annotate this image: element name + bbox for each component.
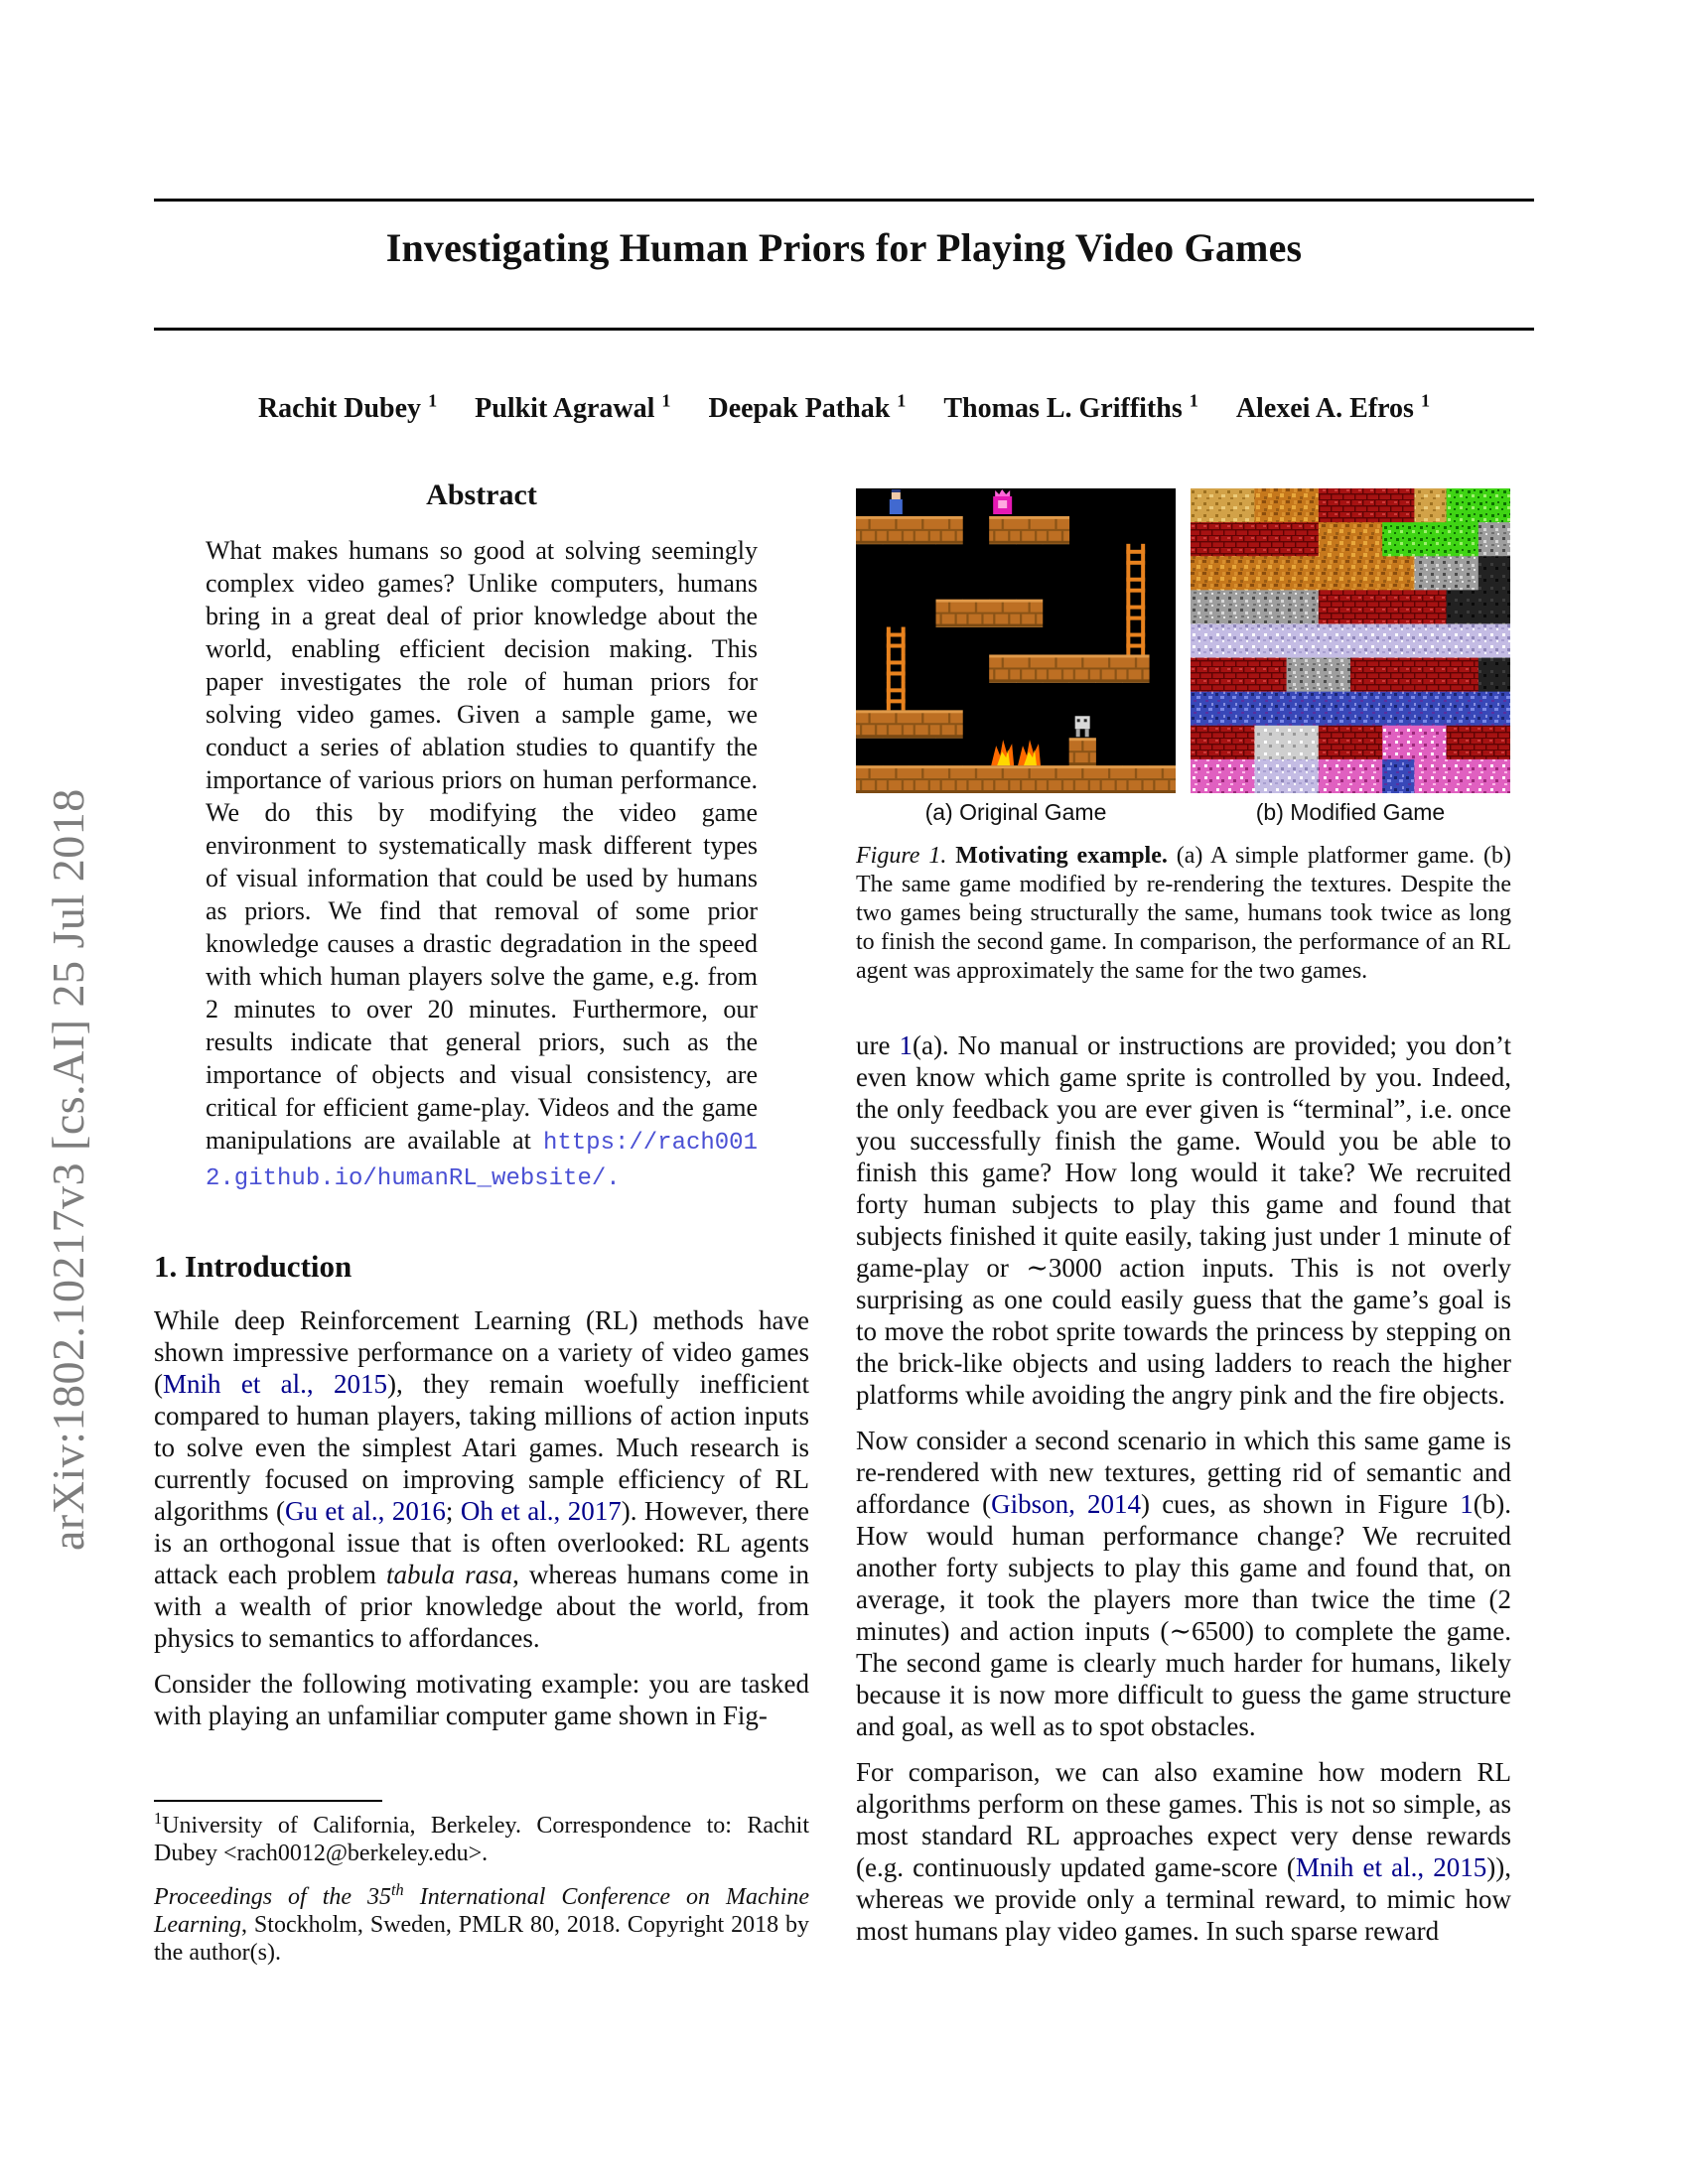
figure-subcaptions — [856, 799, 1511, 826]
modified-game-image — [1191, 488, 1510, 793]
text-segment: ; — [445, 1496, 461, 1526]
proceedings-note — [154, 1880, 810, 1967]
right-body — [856, 1029, 1511, 1947]
intro-paragraph-2 — [154, 1668, 809, 1731]
figure-1 — [856, 488, 1511, 793]
author-name: Thomas L. Griffiths $^1$ — [943, 391, 1198, 425]
left-column — [154, 478, 809, 1745]
body-paragraph-3 — [856, 1756, 1511, 1947]
author-name: Alexei A. Efros $^1$ — [1235, 391, 1431, 425]
text-segment: For comparison, we can also examine how modern RL algorithms perform on these games. This is not so simple, as most standard RL approaches expect very dense rewards (e.g. continuously updated game-score ( — [856, 1757, 1511, 1882]
title-rule-bottom — [154, 328, 1534, 331]
citation-link[interactable]: 1 — [1460, 1489, 1474, 1519]
intro-paragraph-1 — [154, 1304, 809, 1654]
text-segment — [946, 843, 955, 869]
text-segment: , Stockholm, Sweden, PMLR 80, 2018. Copyright 2018 by the author(s). — [154, 1912, 809, 1966]
figure-caption — [856, 842, 1511, 986]
text-segment: ), they remain woefully inefficient compared to human players, taking millions of action inputs to solve even the simplest Atari games. Much research is currently focused on improving sample efficiency of RL algorithms ( — [154, 1369, 809, 1526]
text-segment: Proceedings of the 35 — [154, 1884, 392, 1910]
intro-heading: 1. Introduction — [154, 1249, 352, 1284]
text-segment: International Conference on Machine Learning — [154, 1884, 810, 1938]
author-affiliation-sup: 1 — [1189, 391, 1198, 411]
citation-link[interactable]: 1 — [899, 1030, 913, 1060]
text-segment: , whereas humans come in with a wealth of prior knowledge about the world, from physics to semantics to affordances. — [154, 1560, 809, 1653]
paper-title: Investigating Human Priors for Playing Video Games — [385, 225, 1303, 270]
citation-link[interactable]: Mnih et al., 2015 — [1295, 1852, 1487, 1882]
text-segment: (b). How would human performance change? We recruited another forty subjects to play this game and found that, on average, it took the players more than twice the time (2 minutes) and action inputs (∼6500) to complete the game. The second game is clearly much harder for humans, likely because it is now more difficult to guess the game structure and goal, as well as to spot obstacles. — [856, 1489, 1511, 1741]
author-affiliation-sup: 1 — [897, 391, 907, 411]
right-column — [856, 488, 1511, 1961]
text-segment: University of California, Berkeley. Correspondence to: Rachit Dubey <rach0012@berkeley.edu>. — [154, 1813, 809, 1866]
text-segment: )), whereas we provide only a terminal reward, to mimic how most humans play video games. In such sparse reward — [856, 1852, 1511, 1946]
subcaption-b: (b) Modified Game — [1255, 799, 1446, 825]
text-segment: Consider the following motivating example: you are tasked with playing an unfamiliar computer game shown in Fig- — [154, 1669, 809, 1730]
text-segment: Figure 1. — [856, 843, 947, 869]
citation-link[interactable]: Gibson, 2014 — [991, 1489, 1142, 1519]
author-name: Pulkit Agrawal $^1$ — [475, 391, 671, 425]
footnote-rule — [154, 1800, 382, 1802]
body-paragraph-1 — [856, 1029, 1511, 1411]
citation-link[interactable]: Oh et al., 2017 — [460, 1496, 622, 1526]
text-segment: While deep Reinforcement Learning (RL) methods have shown impressive performance on a variety of video games ( — [154, 1305, 809, 1399]
title-rule-top — [154, 199, 1534, 202]
footnote-block — [154, 1800, 809, 1967]
text-segment: Now consider a second scenario in which this same game is re-rendered with new textures, getting rid of semantic and affordance ( — [856, 1426, 1511, 1519]
author-affiliation-sup: 1 — [1420, 391, 1431, 411]
website-link[interactable]: https://rach0012.github.io/humanRL_website/. — [206, 1130, 758, 1192]
subcaption-a: (a) Original Game — [924, 799, 1107, 825]
text-segment: tabula rasa — [386, 1560, 513, 1589]
citation-link[interactable]: Gu et al., 2016 — [284, 1496, 446, 1526]
author-affiliation-sup: 1 — [428, 391, 438, 411]
author-affiliation-sup: 1 — [661, 391, 671, 411]
text-segment: What makes humans so good at solving seemingly complex video games? Unlike computers, humans bring in a great deal of prior knowledge about the world, enabling efficient decision making. This paper investigates the role of human priors for solving video games. Given a sample game, we conduct a series of ablation studies to quantify the importance of various priors on human performance. We do this by modifying the video game environment to systematically mask different types of visual information that could be used by humans as priors. We find that removal of some prior knowledge causes a drastic degradation in the speed with which human players solve the game, e.g. from 2 minutes to over 20 minutes. Furthermore, our results indicate that general priors, such as the importance of objects and visual consistency, are critical for efficient game-play. Videos and the game manipulations are available at — [206, 536, 758, 1155]
text-segment: ) cues, as shown in Figure — [1141, 1489, 1461, 1519]
text-segment: (a) A simple platformer game. (b) The same game modified by re-rendering the textures. Despite the two games being structurally the same, humans took twice as long to finish the second game. In comparison, the performance of an RL agent was approximately the same for the two games. — [856, 843, 1511, 984]
text-segment: ure — [856, 1030, 900, 1060]
citation-link[interactable]: Mnih et al., 2015 — [163, 1369, 388, 1399]
text-segment: Motivating example. — [955, 843, 1168, 869]
original-game-image — [856, 488, 1176, 793]
abstract-text — [206, 534, 758, 1195]
authors-line — [154, 391, 1534, 425]
text-segment: th — [391, 1880, 404, 1899]
abstract-heading: Abstract — [426, 478, 537, 511]
author-name: Rachit Dubey $^1$ — [257, 391, 438, 425]
author-name: Deepak Pathak $^1$ — [708, 391, 907, 425]
text-segment: ). However, there is an orthogonal issue that is often overlooked: RL agents attack each problem — [154, 1496, 809, 1589]
text-segment: 1 — [154, 1809, 163, 1828]
text-segment: (a). No manual or instructions are provided; you don’t even know which game sprite is controlled by you. Indeed, the only feedback you are ever given is “terminal”, i.e. once you successfully finish the game. Would you be able to finish this game? How long would it take? We recruited forty human subjects to play this game and found that subjects finished it quite easily, taking just under 1 minute of game-play or ∼3000 action inputs. This is not overly surprising as one could easily guess that the game’s goal is to move the robot sprite towards the princess by stepping on the brick-like objects and using ladders to reach the higher platforms while avoiding the angry pink and the fire objects. — [856, 1030, 1511, 1410]
footnote-text — [154, 1809, 809, 1867]
arxiv-stamp: arXiv:1802.10217v3 [cs.AI] 25 Jul 2018 — [43, 788, 93, 1551]
body-paragraph-2 — [856, 1425, 1511, 1742]
